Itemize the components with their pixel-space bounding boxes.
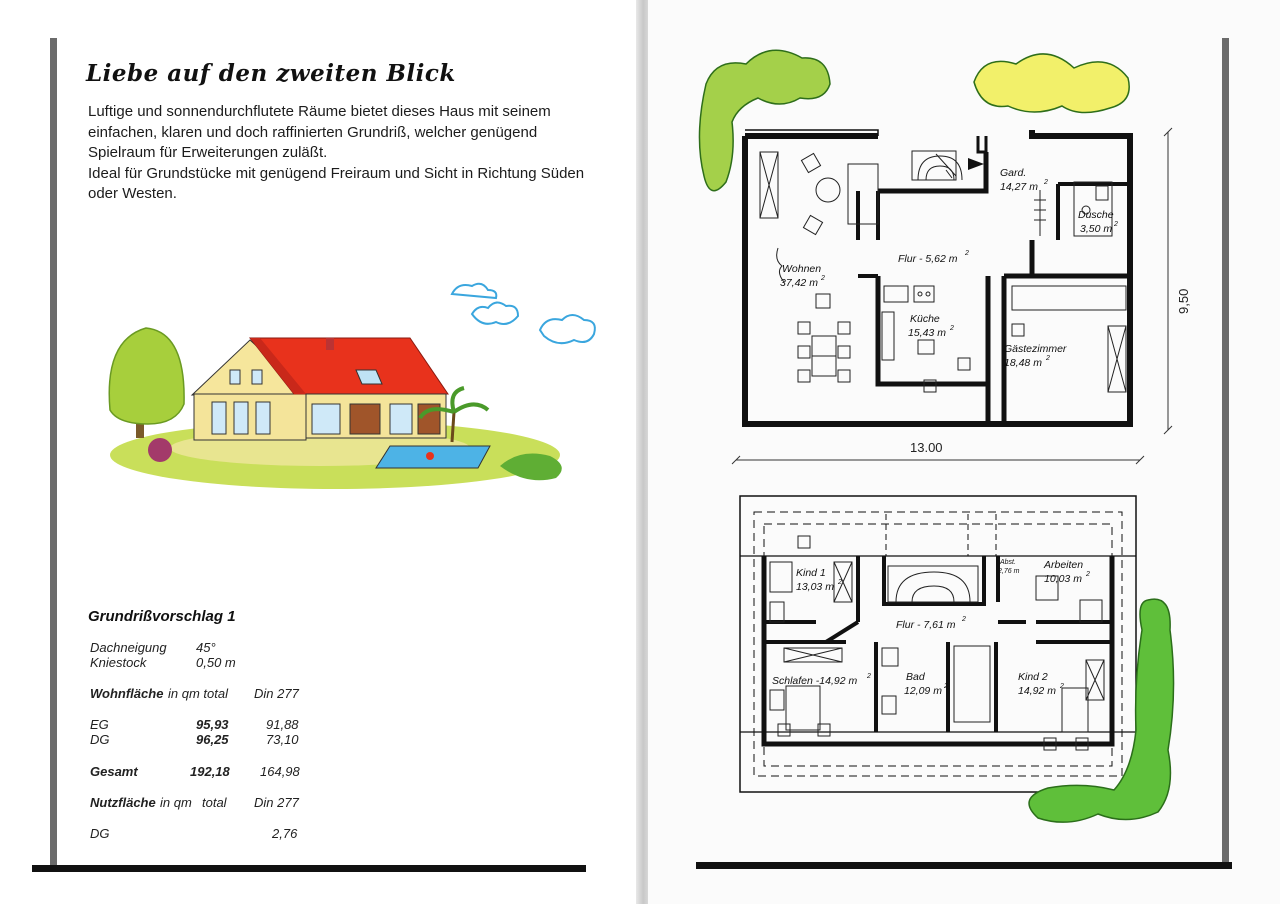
usable-total-label: total — [202, 795, 227, 810]
label-bad: Bad — [906, 671, 925, 683]
label-dusche: Dusche — [1078, 209, 1114, 221]
eg-label: EG — [90, 717, 109, 732]
label-kind2: Kind 2 — [1018, 671, 1048, 683]
sup-wohnen: 2 — [821, 275, 825, 282]
dg-din: 73,10 — [266, 732, 299, 747]
dimension-width: 13.00 — [910, 440, 943, 455]
label-wohnen: Wohnen — [782, 263, 822, 275]
usable-area-label: Nutzfläche — [90, 795, 156, 810]
label-schlafen: Schlafen -14,92 m — [772, 675, 858, 687]
house-illustration — [100, 270, 600, 495]
sum-din: 164,98 — [260, 764, 300, 779]
label-kind1: Kind 1 — [796, 567, 826, 579]
knee-wall-label: Kniestock — [90, 655, 147, 670]
label-flur-og: Flur - 7,61 m — [896, 619, 956, 631]
specs-heading: Grundrißvorschlag 1 — [88, 608, 236, 625]
sup-gaeste: 2 — [1046, 355, 1050, 362]
sup-flur-og: 2 — [962, 616, 966, 623]
dg-total: 96,25 — [196, 732, 229, 747]
ground-floor-plan — [688, 40, 1208, 470]
label-gard: Gard. — [1000, 167, 1027, 179]
sup-arbeiten: 2 — [1086, 571, 1090, 578]
sup-kind1: 2 — [838, 579, 842, 586]
label-abst-area: 2,76 m — [998, 568, 1020, 575]
house-icon — [192, 338, 448, 440]
intro-text — [88, 102, 588, 205]
page-heading: Liebe auf den zweiten Blick — [86, 60, 456, 87]
living-area-unit: in qm total — [168, 686, 228, 701]
eg-din: 91,88 — [266, 717, 299, 732]
sum-label: Gesamt — [90, 764, 138, 779]
sup-dusche: 2 — [1114, 221, 1118, 228]
label-wohnen-area: 37,42 m — [780, 277, 818, 289]
dimension-lines — [732, 128, 1172, 464]
label-arbeiten: Arbeiten — [1044, 559, 1084, 571]
label-kind1-area: 13,03 m — [796, 581, 834, 593]
label-gaeste-area: 18,48 m — [1004, 357, 1042, 369]
usable-dg-value: 2,76 — [272, 826, 298, 841]
usable-area-unit: in qm — [160, 795, 192, 810]
label-abst: Abst. — [1000, 559, 1016, 566]
label-kueche: Küche — [910, 313, 940, 325]
hedge-icons — [699, 50, 1129, 190]
label-flur-eg: Flur - 5,62 m — [898, 253, 958, 265]
sup-gard: 2 — [1044, 179, 1048, 186]
label-gaeste: Gästezimmer — [1004, 343, 1067, 355]
left-margin-bar — [50, 38, 57, 866]
sup-kueche: 2 — [950, 325, 954, 332]
left-bottom-rule — [32, 865, 586, 872]
sup-kind2: 2 — [1060, 683, 1064, 690]
sup-schlafen: 2 — [867, 673, 871, 680]
knee-wall-value: 0,50 m — [196, 655, 236, 670]
roof-pitch-label: Dachneigung — [90, 640, 167, 655]
sup-bad: 2 — [944, 683, 948, 690]
eg-total: 95,93 — [196, 717, 229, 732]
label-dusche-area: 3,50 m — [1080, 223, 1113, 235]
living-area-label: Wohnfläche — [90, 686, 164, 701]
usable-dg-label: DG — [90, 826, 110, 841]
dimension-depth: 9,50 — [1176, 288, 1191, 314]
label-gard-area: 14,27 m — [1000, 181, 1038, 193]
side-hedge-icon — [1018, 596, 1198, 832]
sum-total: 192,18 — [190, 764, 230, 779]
roof-pitch-value: 45° — [196, 640, 216, 655]
usable-din-label: Din 277 — [254, 795, 299, 810]
entrance-arrow-icon — [968, 158, 984, 170]
right-bottom-rule — [696, 862, 1232, 869]
right-margin-bar — [1222, 38, 1229, 866]
intro-paragraph-2: Ideal für Grundstücke mit genügend Freiraum und Sicht in Richtung Süden oder Westen. — [88, 164, 585, 202]
label-kind2-area: 14,92 m — [1018, 685, 1056, 697]
label-kueche-area: 15,43 m — [908, 327, 946, 339]
living-din-label: Din 277 — [254, 686, 299, 701]
right-page — [648, 0, 1280, 904]
sup-flur-eg: 2 — [965, 250, 969, 257]
label-bad-area: 12,09 m — [904, 685, 942, 697]
cloud-icons — [452, 284, 595, 343]
intro-paragraph-1: Luftige und sonnendurchflutete Räume bietet dieses Haus mit seinem einfachen, klaren und doch raffinierten Grundriß, welcher genügend Spielraum für Erweiterungen zuläßt. — [88, 103, 551, 161]
label-arbeiten-area: 10,03 m — [1044, 573, 1082, 585]
dg-label: DG — [90, 732, 110, 747]
